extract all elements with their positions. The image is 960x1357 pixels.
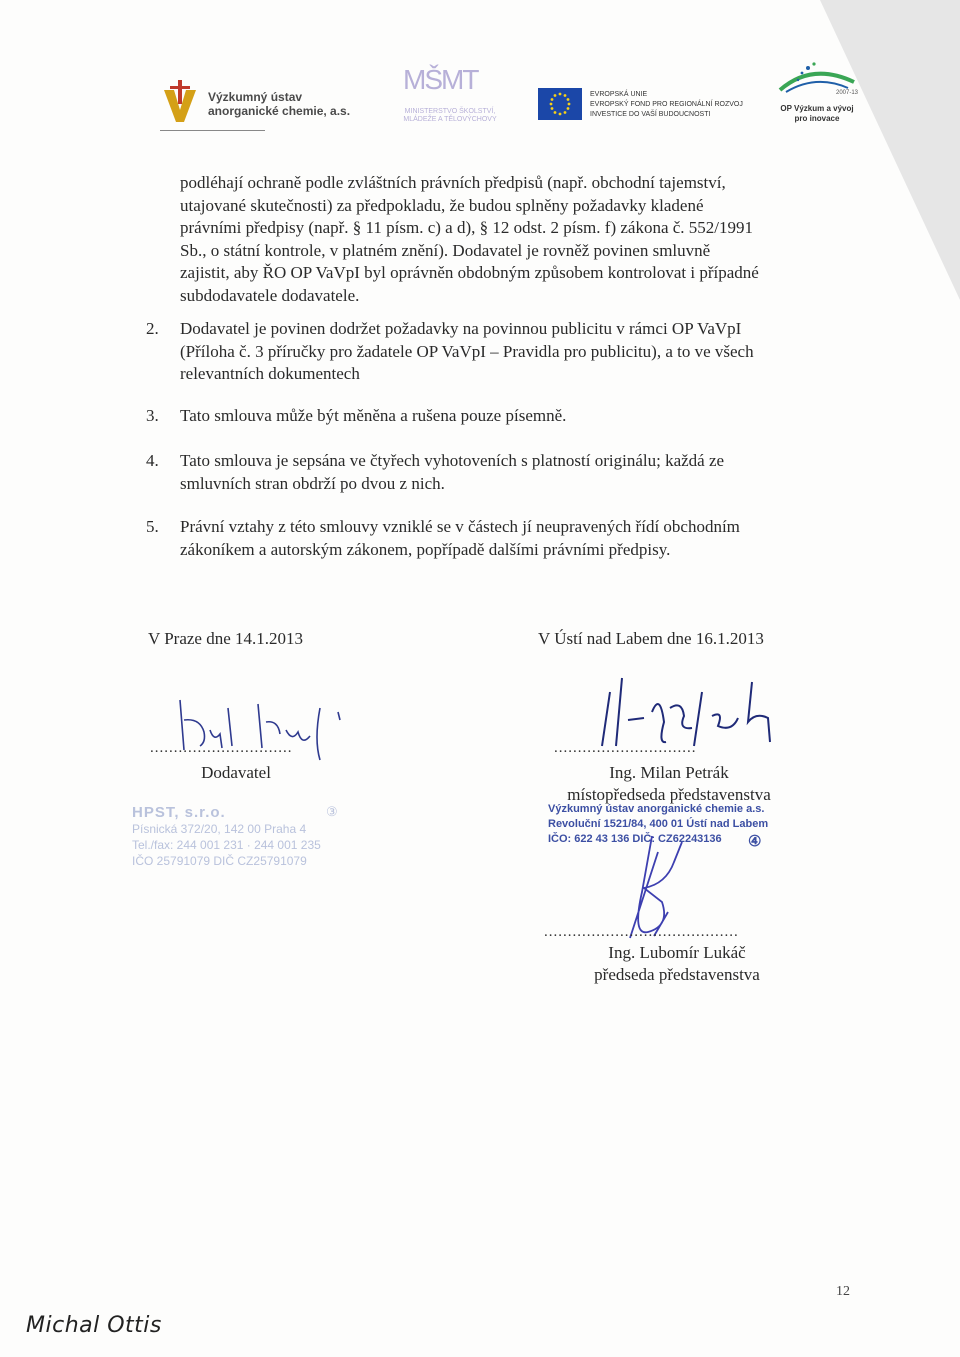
op-years: 2007-13 bbox=[836, 90, 859, 96]
item-line: Tato smlouva je sepsána ve čtyřech vyhotoveních s platností originálu; každá ze bbox=[180, 451, 725, 470]
right-signature-line-1: .............................. bbox=[554, 740, 697, 756]
left-signature-line: .............................. bbox=[150, 740, 293, 756]
intro-paragraph bbox=[180, 172, 850, 307]
item-line: (Příloha č. 3 příručky pro žadatele OP VaVpI – Pravidla pro publicitu), a to ve všech bbox=[180, 341, 754, 361]
left-stamp-line: IČO 25791079 DIČ CZ25791079 bbox=[132, 854, 307, 868]
left-stamp-line: Tel./fax: 244 001 231 · 244 001 235 bbox=[132, 838, 321, 852]
right-signer-2-role: předseda představenstva bbox=[594, 965, 760, 984]
ministry-logo-line1: MINISTERSTVO ŠKOLSTVÍ, bbox=[404, 108, 496, 115]
institute-logo-line1: Výzkumný ústav bbox=[208, 90, 303, 104]
op-swoosh-icon bbox=[772, 60, 862, 102]
right-signer-2-name: Ing. Lubomír Lukáč bbox=[608, 943, 746, 962]
intro-line: podléhají ochraně podle zvláštních právních předpisů (např. obchodní tajemství, bbox=[180, 173, 726, 192]
right-signer-1-name: Ing. Milan Petrák bbox=[609, 763, 729, 782]
ministry-logo bbox=[375, 62, 525, 122]
item-number: 5. bbox=[146, 517, 159, 536]
item-3-text bbox=[180, 405, 850, 428]
right-date: V Ústí nad Labem dne 16.1.2013 bbox=[538, 629, 764, 648]
item-line: relevantních dokumentech bbox=[180, 364, 360, 383]
eu-logo-text bbox=[590, 90, 743, 120]
left-stamp-line: Písnická 372/20, 142 00 Praha 4 bbox=[132, 822, 307, 836]
institute-logo-line2: anorganické chemie, a.s. bbox=[208, 104, 351, 118]
left-signer-role: Dodavatel bbox=[201, 763, 271, 782]
left-company-stamp bbox=[132, 805, 321, 869]
right-signature-line-2: ......................................... bbox=[544, 924, 739, 940]
eu-line3: INVESTICE DO VAŠÍ BUDOUCNOSTI bbox=[590, 111, 711, 118]
item-2-text bbox=[180, 318, 850, 386]
intro-line: subdodavatele dodavatele. bbox=[180, 285, 360, 305]
right-signer-1-role: místopředseda představenstva bbox=[567, 785, 771, 804]
right-stamp-line: IČO: 622 43 136 DIČ: CZ62243136 bbox=[548, 833, 722, 845]
left-date: V Praze dne 14.1.2013 bbox=[148, 629, 304, 648]
item-4-text bbox=[180, 450, 850, 495]
item-number: 3. bbox=[146, 406, 159, 425]
right-stamp-mark: ④ bbox=[748, 833, 762, 850]
page-number: 12 bbox=[836, 1284, 850, 1299]
item-line: zákoníkem a autorským zákonem, popřípadě dalšími právními předpisy. bbox=[180, 539, 671, 559]
op-line1: OP Výzkum a vývoj bbox=[780, 104, 854, 113]
op-logo-text bbox=[772, 104, 862, 124]
intro-line: zajistit, aby ŘO OP VaVpI byl oprávněn obdobným způsobem kontrolovat i případné bbox=[180, 263, 759, 282]
op-vavpi-logo bbox=[772, 60, 862, 124]
eu-logo bbox=[538, 88, 743, 124]
op-line2: pro inovace bbox=[794, 114, 840, 123]
institute-emblem-icon bbox=[160, 80, 200, 124]
right-stamp-line: Revoluční 1521/84, 400 01 Ústí nad Labem bbox=[548, 818, 769, 830]
intro-line: utajované skutečnosti) za předpokladu, že budou splněny požadavky kladené bbox=[180, 195, 704, 215]
intro-line: Sb., o státní kontrole, v platném znění). Dodavatel je rovněž povinen smluvně bbox=[180, 240, 711, 260]
logo-underline bbox=[160, 130, 265, 131]
right-stamp-company: Výzkumný ústav anorganické chemie a.s. bbox=[548, 803, 765, 815]
item-number: 4. bbox=[146, 451, 159, 470]
ministry-logo-text bbox=[375, 108, 525, 124]
item-line: Tato smlouva může být měněna a rušena pouze písemně. bbox=[180, 406, 567, 425]
institute-logo-text bbox=[208, 90, 350, 118]
item-line: Dodavatel je povinen dodržet požadavky na povinnou publicitu v rámci OP VaVpI bbox=[180, 319, 742, 338]
item-5-text bbox=[180, 516, 850, 561]
author-name: Michal Ottis bbox=[26, 1313, 162, 1338]
item-number: 2. bbox=[146, 319, 159, 338]
item-line: Právní vztahy z této smlouvy vzniklé se v částech jí neupravených řídí obchodním bbox=[180, 517, 740, 536]
ministry-logo-mark: MŠMT bbox=[403, 64, 478, 95]
intro-line: právními předpisy (např. § 11 písm. c) a d), § 12 odst. 2 písm. f) zákona č. 552/1991 bbox=[180, 218, 754, 237]
left-stamp-mark: ③ bbox=[326, 804, 338, 819]
institute-logo bbox=[160, 78, 370, 138]
ministry-logo-line2: MLÁDEŽE A TĚLOVÝCHOVY bbox=[403, 116, 497, 123]
item-line: smluvních stran obdrží po dvou z nich. bbox=[180, 473, 445, 493]
left-stamp-company: HPST, s.r.o. bbox=[132, 804, 226, 821]
eu-line1: EVROPSKÁ UNIE bbox=[590, 91, 648, 98]
eu-flag-icon bbox=[538, 88, 582, 120]
eu-line2: EVROPSKÝ FOND PRO REGIONÁLNÍ ROZVOJ bbox=[590, 101, 743, 108]
